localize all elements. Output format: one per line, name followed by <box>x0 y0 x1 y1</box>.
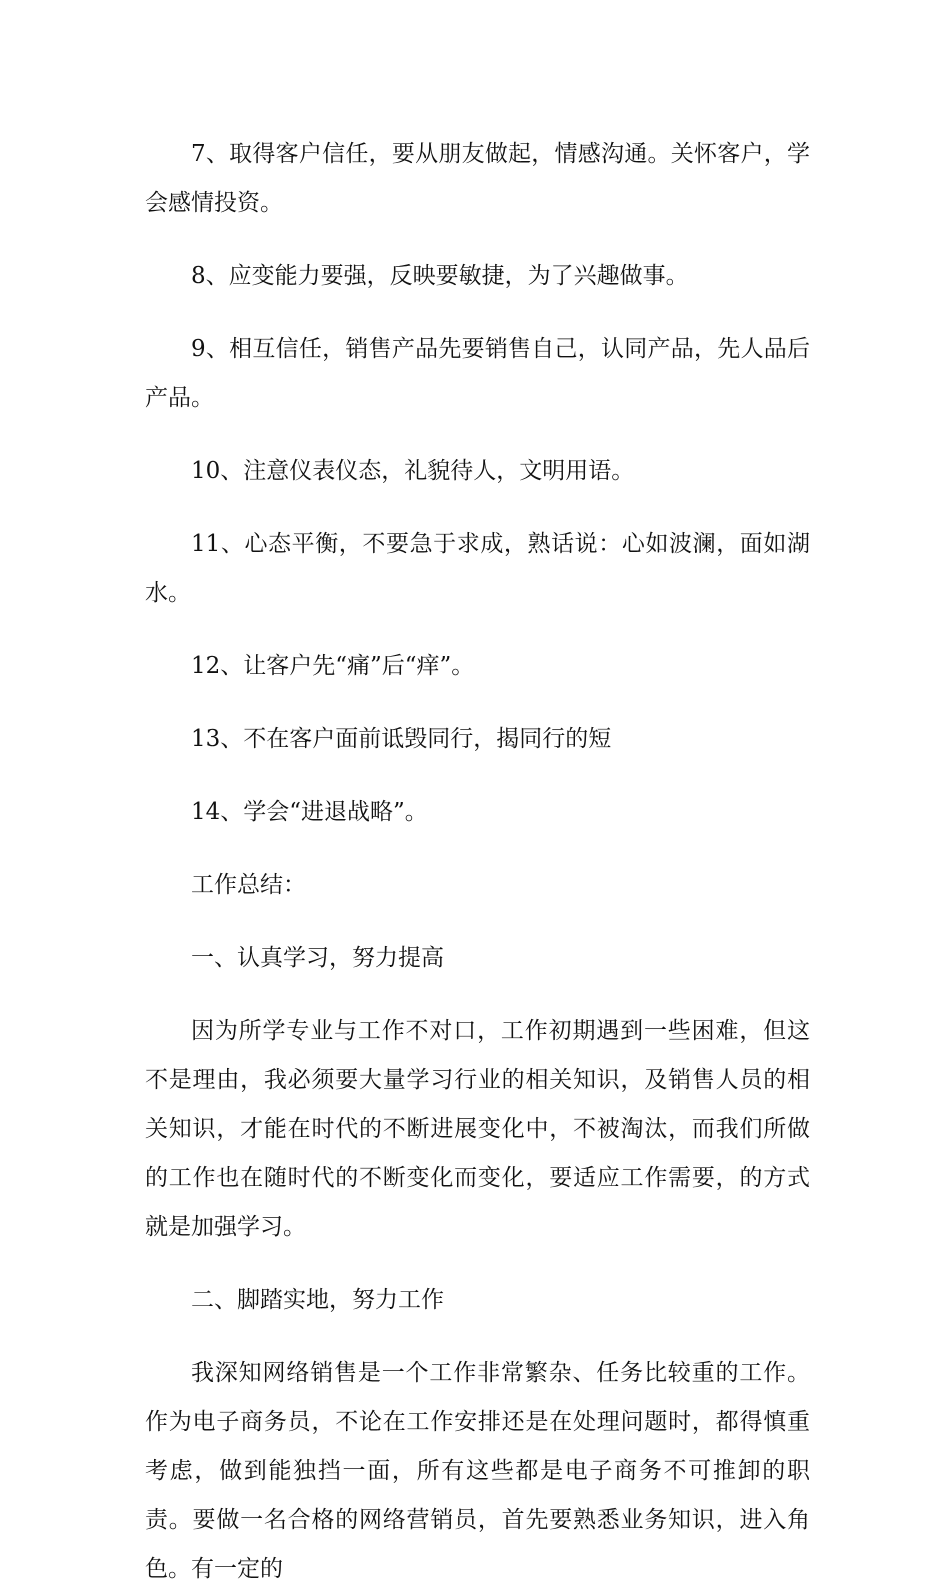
section-heading-work-summary: 工作总结： <box>191 872 306 898</box>
paragraph-item-12: 12、让客户先“痛”后“痒”。 <box>191 653 475 679</box>
document-body <box>145 130 810 1594</box>
paragraph-study-body: 因为所学专业与工作不对口，工作初期遇到一些困难，但这不是理由，我必须要大量学习行业的相关知识，及销售人员的相关知识，才能在时代的不断进展变化中，不被淘汰，而我们所做的工作也在随时代的不断变化而变化，要适应工作需要，的方式就是加强学习。 <box>145 1018 810 1240</box>
paragraph-item-14: 14、学会“进退战略”。 <box>191 799 428 825</box>
paragraph-item-7: 7、取得客户信任，要从朋友做起，情感沟通。关怀客户，学会感情投资。 <box>145 141 810 216</box>
paragraph-work-body: 我深知网络销售是一个工作非常繁杂、任务比较重的工作。作为电子商务员，不论在工作安排还是在处理问题时，都得慎重考虑，做到能独挡一面，所有这些都是电子商务不可推卸的职责。要做一名合格的网络营销员，首先要熟悉业务知识，进入角色。有一定的 <box>145 1360 810 1582</box>
section-heading-study: 一、认真学习，努力提高 <box>191 945 444 971</box>
paragraph-item-9: 9、相互信任，销售产品先要销售自己，认同产品，先人品后产品。 <box>145 336 810 411</box>
paragraph-item-8: 8、应变能力要强，反映要敏捷，为了兴趣做事。 <box>191 263 689 289</box>
paragraph-item-13: 13、不在客户面前诋毁同行，揭同行的短 <box>191 726 612 752</box>
section-heading-work: 二、脚踏实地，努力工作 <box>191 1287 444 1313</box>
paragraph-item-10: 10、注意仪表仪态，礼貌待人，文明用语。 <box>191 458 635 484</box>
paragraph-item-11: 11、心态平衡，不要急于求成，熟话说：心如波澜，面如湖水。 <box>145 531 810 606</box>
